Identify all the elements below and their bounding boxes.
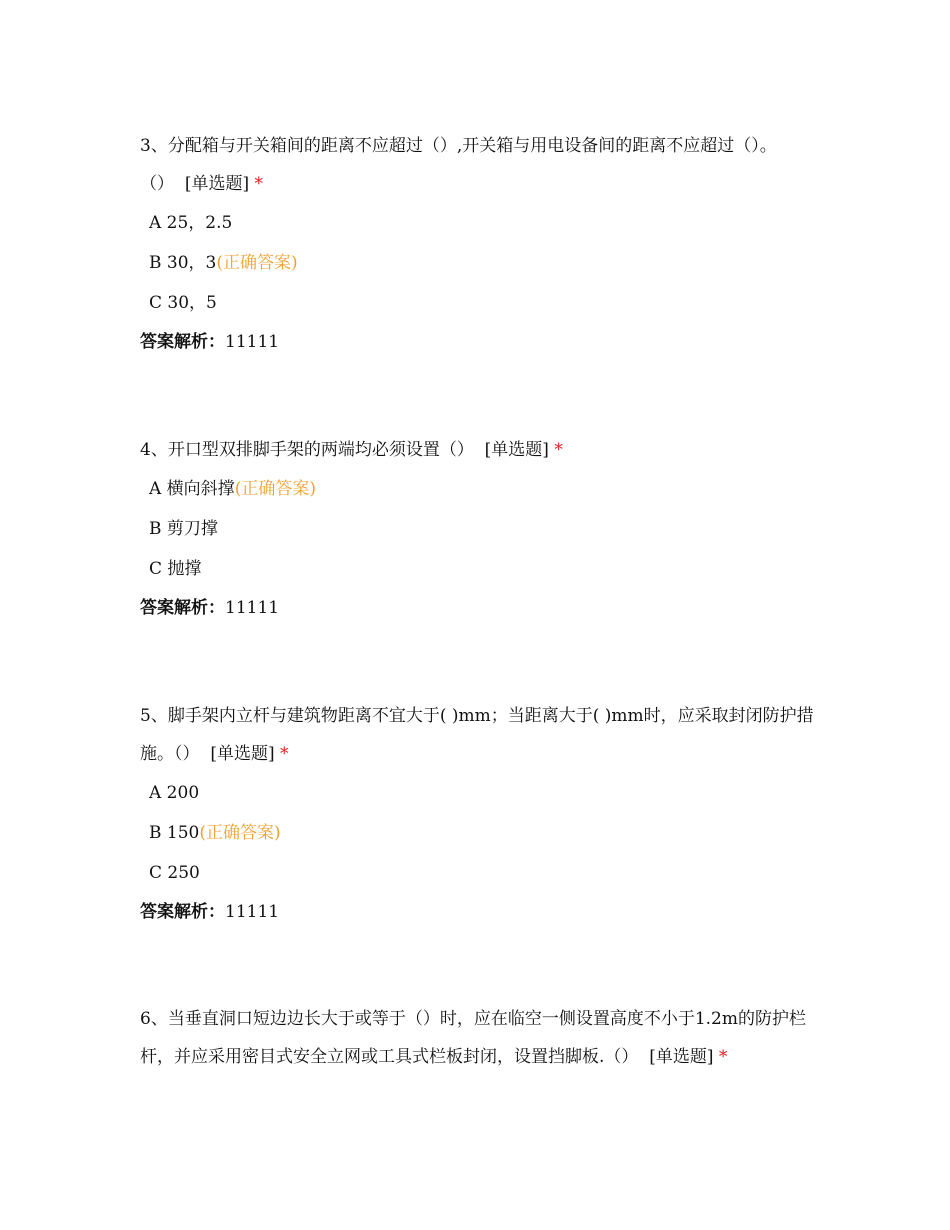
option-text: C 250: [149, 863, 200, 883]
question-6: [140, 1000, 820, 1076]
question-text: [140, 1000, 820, 1076]
question-type-label: [单选题]: [210, 744, 275, 764]
question-type-label: [单选题]: [649, 1047, 714, 1067]
question-text: [140, 431, 820, 469]
answer-analysis: [140, 330, 820, 354]
correct-answer-label: (正确答案): [234, 479, 316, 499]
analysis-label: 答案解析：: [140, 902, 225, 922]
option-text: A 25，2.5: [149, 213, 233, 233]
option-b[interactable]: [149, 821, 820, 845]
option-list: [140, 477, 820, 581]
option-c[interactable]: [149, 861, 820, 885]
option-c[interactable]: [149, 291, 820, 315]
option-b[interactable]: [149, 251, 820, 275]
option-text: C 30，5: [149, 293, 217, 313]
question-type-label: [单选题]: [484, 440, 549, 460]
required-mark: *: [554, 440, 563, 460]
question-stem: 5、脚手架内立杆与建筑物距离不宜大于( )mm；当距离大于( )mm时，应采取封闭防护措施。（）: [140, 706, 814, 764]
question-stem: 6、当垂直洞口短边边长大于或等于（）时，应在临空一侧设置高度不小于1.2m的防护栏杆，并应采用密目式安全立网或工具式栏板封闭，设置挡脚板.（）: [140, 1009, 806, 1067]
question-stem: 3、分配箱与开关箱间的距离不应超过（）,开关箱与用电设备间的距离不应超过（）。（）: [140, 136, 777, 194]
required-mark: *: [254, 174, 263, 194]
question-5: [140, 697, 820, 924]
correct-answer-label: (正确答案): [216, 253, 298, 273]
option-c[interactable]: [149, 557, 820, 581]
analysis-label: 答案解析：: [140, 332, 225, 352]
analysis-value: 11111: [225, 332, 280, 352]
option-a[interactable]: [149, 781, 820, 805]
correct-answer-label: (正确答案): [199, 823, 281, 843]
option-text: C 抛撑: [149, 559, 202, 579]
analysis-value: 11111: [225, 598, 280, 618]
option-a[interactable]: [149, 477, 820, 501]
analysis-label: 答案解析：: [140, 598, 225, 618]
required-mark: *: [279, 744, 289, 764]
required-mark: *: [718, 1047, 728, 1067]
option-text: A 横向斜撑: [149, 479, 235, 499]
option-b[interactable]: [149, 517, 820, 541]
question-type-label: [单选题]: [184, 174, 250, 194]
option-list: [140, 781, 820, 885]
option-text: B 150: [149, 823, 200, 843]
answer-analysis: [140, 900, 820, 924]
option-a[interactable]: [149, 211, 820, 235]
option-list: [140, 211, 820, 315]
option-text: B 30，3: [149, 253, 217, 273]
analysis-value: 11111: [225, 902, 280, 922]
question-4: [140, 431, 820, 620]
option-text: B 剪刀撑: [149, 519, 218, 539]
option-text: A 200: [149, 783, 200, 803]
question-stem: 4、开口型双排脚手架的两端均必须设置（）: [140, 440, 474, 460]
answer-analysis: [140, 596, 820, 620]
question-text: [140, 697, 820, 773]
question-text: [140, 127, 820, 203]
question-3: [140, 127, 820, 354]
